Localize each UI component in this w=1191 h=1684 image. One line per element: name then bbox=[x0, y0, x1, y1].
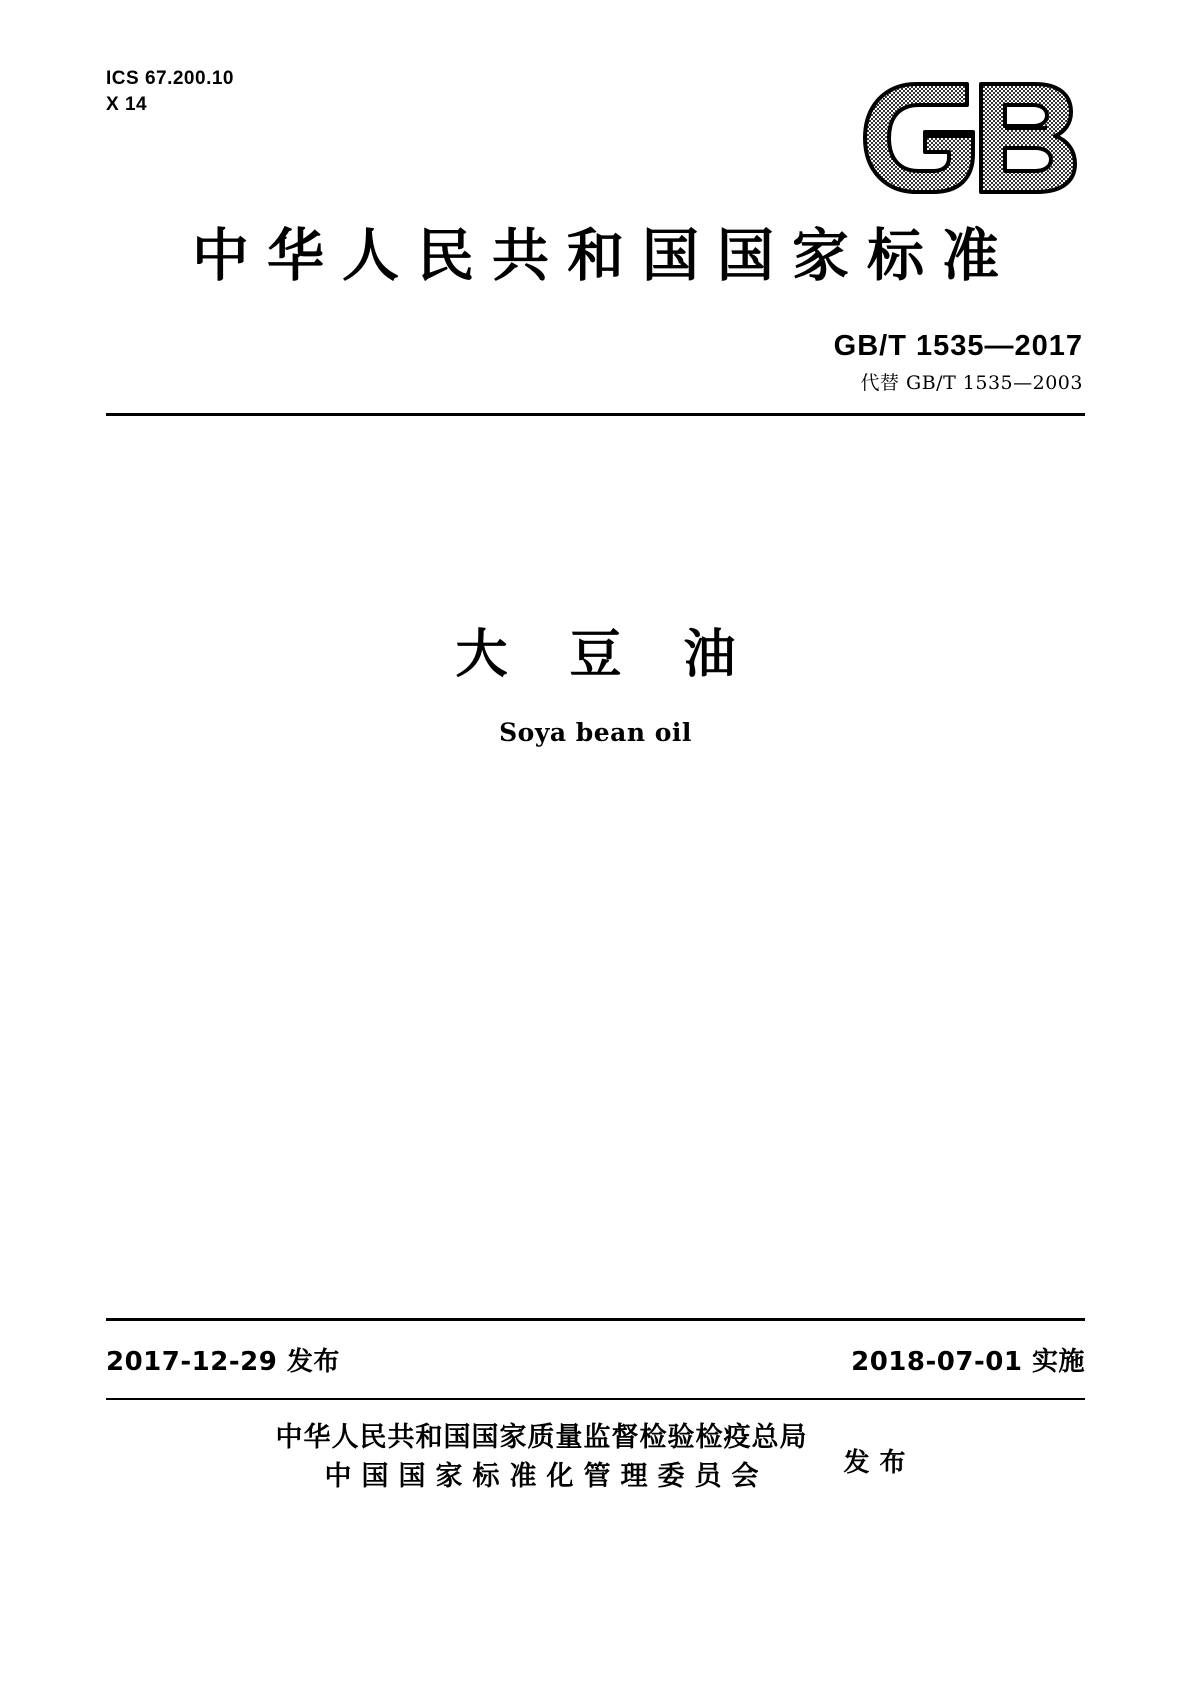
document-title-en: Soya bean oil bbox=[499, 718, 692, 747]
ics-classification-block bbox=[106, 66, 234, 117]
document-title-cn: 大豆油 bbox=[455, 625, 798, 685]
standard-replaces: 代替 GB/T 1535—2003 bbox=[860, 372, 1083, 394]
ics-number: ICS 67.200.10 bbox=[106, 68, 234, 89]
publisher-org-2: 中国国家标准化管理委员会 bbox=[324, 1461, 769, 1493]
divider-bottom bbox=[106, 1318, 1085, 1321]
implementation-date: 2018-07-01 实施 bbox=[851, 1346, 1085, 1377]
standard-number: GB/T 1535—2017 bbox=[833, 330, 1083, 362]
standard-number-block bbox=[834, 330, 1083, 395]
page-title: 中华人民共和国国家标准 bbox=[192, 223, 1017, 289]
publisher-org-1: 中华人民共和国国家质量监督检验检疫总局 bbox=[275, 1422, 808, 1453]
chinese-standard-class-code: X 14 bbox=[106, 93, 148, 115]
publisher-issue-word: 发布 bbox=[843, 1447, 916, 1478]
publisher-block bbox=[0, 1418, 1191, 1496]
divider-top bbox=[106, 413, 1085, 416]
dates-row bbox=[106, 1337, 1085, 1381]
gb-logo-icon bbox=[855, 78, 1085, 198]
publisher-organizations bbox=[275, 1418, 807, 1496]
divider-footer bbox=[106, 1398, 1085, 1400]
issue-date: 2017-12-29 发布 bbox=[106, 1346, 340, 1377]
